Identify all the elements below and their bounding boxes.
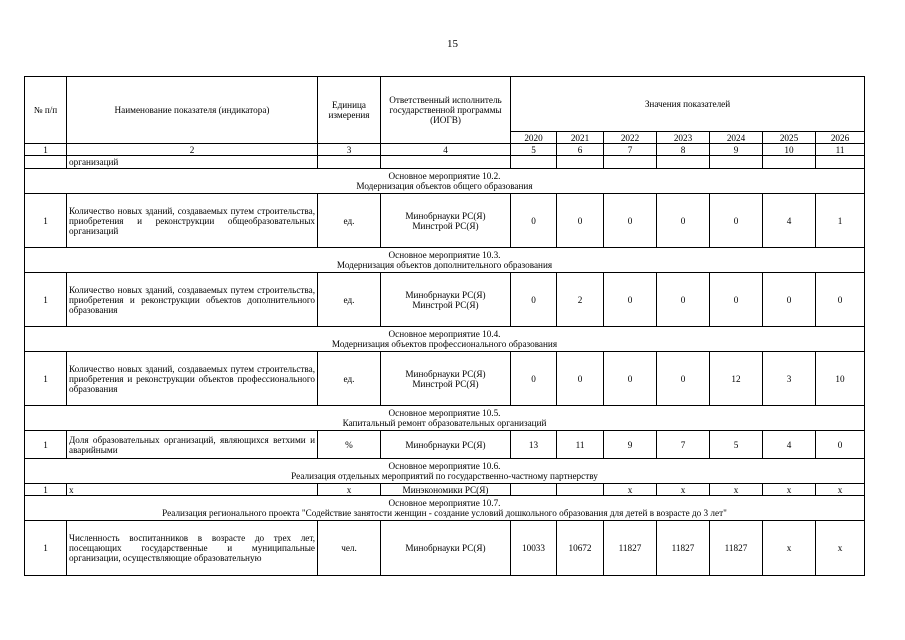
section-header [25, 169, 865, 194]
row-number: 1 [25, 521, 67, 576]
responsible-cell [381, 194, 511, 248]
row-number: 1 [25, 352, 67, 406]
section-activity-name: Реализация отдельных мероприятий по государственно-частному партнерству [291, 471, 598, 481]
section-activity-name: Модернизация объектов общего образования [356, 181, 533, 191]
table-row [25, 484, 865, 496]
responsible-cell [381, 431, 511, 459]
value-2026: х [816, 484, 865, 496]
column-number-2: 2 [67, 144, 318, 156]
value-2020: 0 [511, 273, 557, 327]
section-header [25, 406, 865, 431]
responsible-line: Минобрнауки РС(Я) [405, 289, 486, 300]
responsible-cell [381, 352, 511, 406]
unit-cell: ед. [318, 273, 381, 327]
indicator-name: Доля образовательных организаций, являющихся ветхими и аварийными [67, 431, 318, 459]
section-title [25, 248, 865, 273]
value-2025: х [763, 484, 816, 496]
row-number: 1 [25, 194, 67, 248]
section-activity-number: Основное мероприятие 10.7. [388, 498, 501, 508]
value-2022: 11827 [604, 521, 657, 576]
value-2022: х [604, 484, 657, 496]
column-number-5: 5 [511, 144, 557, 156]
value-2021: 11 [557, 431, 604, 459]
responsible-line: Минстрой РС(Я) [412, 299, 479, 310]
value-2021: 0 [557, 352, 604, 406]
value-2025: 3 [763, 352, 816, 406]
continuation-num-cell [25, 156, 67, 169]
header-num: № п/п [25, 77, 67, 144]
value-2023: 0 [657, 194, 710, 248]
value-2023: 0 [657, 352, 710, 406]
responsible-line: Минэкономики РС(Я) [402, 484, 489, 495]
value-2022: 0 [604, 194, 657, 248]
table-row [25, 194, 865, 248]
row-number: 1 [25, 273, 67, 327]
responsible-line: Минобрнауки РС(Я) [405, 543, 486, 553]
responsible-cell [381, 273, 511, 327]
value-2026: х [816, 521, 865, 576]
section-activity-name: Модернизация объектов профессионального образования [331, 339, 558, 349]
responsible-cell [381, 521, 511, 576]
value-2023: 7 [657, 431, 710, 459]
section-title [25, 327, 865, 352]
section-title [25, 169, 865, 194]
value-2023: х [657, 484, 710, 496]
value-2024: х [710, 484, 763, 496]
responsible-line: Минобрнауки РС(Я) [405, 368, 486, 379]
value-2026: 0 [816, 273, 865, 327]
indicator-name: Численность воспитанников в возрасте до трех лет, посещающих государственные и муниципальные организации, осуществляющие образовательную [67, 521, 318, 576]
value-2021: 10672 [557, 521, 604, 576]
section-activity-number: Основное мероприятие 10.2. [388, 171, 501, 181]
table-row [25, 273, 865, 327]
value-2020: 0 [511, 194, 557, 248]
table-row [25, 431, 865, 459]
header-year-2026: 2026 [816, 132, 865, 144]
value-2022: 0 [604, 352, 657, 406]
value-2026: 0 [816, 431, 865, 459]
value-2020: 13 [511, 431, 557, 459]
section-activity-name: Капитальный ремонт образовательных организаций [342, 418, 547, 428]
header-year-2021: 2021 [557, 132, 604, 144]
column-number-6: 6 [557, 144, 604, 156]
column-number-9: 9 [710, 144, 763, 156]
responsible-cell [381, 484, 511, 496]
responsible-line: Минстрой РС(Я) [412, 378, 479, 389]
value-2020: 0 [511, 352, 557, 406]
value-2024: 0 [710, 273, 763, 327]
column-number-8: 8 [657, 144, 710, 156]
value-2020: 10033 [511, 521, 557, 576]
value-2021: 0 [557, 194, 604, 248]
column-number-11: 11 [816, 144, 865, 156]
column-number-7: 7 [604, 144, 657, 156]
value-2025: 0 [763, 273, 816, 327]
section-header [25, 496, 865, 521]
section-activity-name: Реализация регионального проекта "Содействие занятости женщин - создание условий дошкольного образования для детей в возрасте до 3 лет" [162, 508, 727, 518]
header-responsible: Ответственный исполнитель государственной программы (ИОГВ) [381, 77, 511, 144]
value-2024: 11827 [710, 521, 763, 576]
section-header [25, 459, 865, 484]
row-number: 1 [25, 484, 67, 496]
unit-cell: х [318, 484, 381, 496]
header-values: Значения показателей [511, 77, 865, 132]
unit-cell: чел. [318, 521, 381, 576]
indicator-name: Количество новых зданий, создаваемых путем строительства, приобретения и реконструкции объектов профессионального образования [67, 352, 318, 406]
column-number-3: 3 [318, 144, 381, 156]
header-unit: Единица измерения [318, 77, 381, 144]
header-year-2020: 2020 [511, 132, 557, 144]
value-2026: 1 [816, 194, 865, 248]
page-number: 15 [447, 38, 458, 50]
value-2026: 10 [816, 352, 865, 406]
value-2020 [511, 484, 557, 496]
header-year-2023: 2023 [657, 132, 710, 144]
indicators-table [24, 76, 865, 576]
value-2022: 9 [604, 431, 657, 459]
indicator-name: х [67, 484, 318, 496]
header-name: Наименование показателя (индикатора) [67, 77, 318, 144]
table-row [25, 521, 865, 576]
value-2025: 4 [763, 194, 816, 248]
value-2025: х [763, 521, 816, 576]
section-activity-name: Модернизация объектов дополнительного образования [336, 260, 553, 270]
section-header [25, 248, 865, 273]
section-title [25, 459, 865, 484]
section-title [25, 496, 865, 521]
value-2024: 0 [710, 194, 763, 248]
value-2025: 4 [763, 431, 816, 459]
responsible-line: Минобрнауки РС(Я) [405, 439, 486, 450]
unit-cell: ед. [318, 352, 381, 406]
table-row [25, 352, 865, 406]
responsible-line: Минобрнауки РС(Я) [405, 210, 486, 221]
continuation-text: организаций [67, 156, 318, 169]
value-2024: 12 [710, 352, 763, 406]
unit-cell: ед. [318, 194, 381, 248]
column-number-4: 4 [381, 144, 511, 156]
section-activity-number: Основное мероприятие 10.4. [388, 329, 501, 339]
value-2021 [557, 484, 604, 496]
value-2023: 11827 [657, 521, 710, 576]
value-2021: 2 [557, 273, 604, 327]
indicator-name: Количество новых зданий, создаваемых путем строительства, приобретения и реконструкции объектов дополнительного образования [67, 273, 318, 327]
responsible-line: Минстрой РС(Я) [412, 220, 479, 231]
row-number: 1 [25, 431, 67, 459]
column-number-10: 10 [763, 144, 816, 156]
section-activity-number: Основное мероприятие 10.6. [388, 461, 501, 471]
indicator-name: Количество новых зданий, создаваемых путем строительства, приобретения и реконструкции общеобразовательных организаций [67, 194, 318, 248]
section-header [25, 327, 865, 352]
column-number-1: 1 [25, 144, 67, 156]
section-title [25, 406, 865, 431]
header-year-2022: 2022 [604, 132, 657, 144]
unit-cell: % [318, 431, 381, 459]
value-2022: 0 [604, 273, 657, 327]
header-year-2024: 2024 [710, 132, 763, 144]
section-activity-number: Основное мероприятие 10.3. [388, 250, 501, 260]
section-activity-number: Основное мероприятие 10.5. [388, 408, 501, 418]
value-2023: 0 [657, 273, 710, 327]
header-year-2025: 2025 [763, 132, 816, 144]
value-2024: 5 [710, 431, 763, 459]
